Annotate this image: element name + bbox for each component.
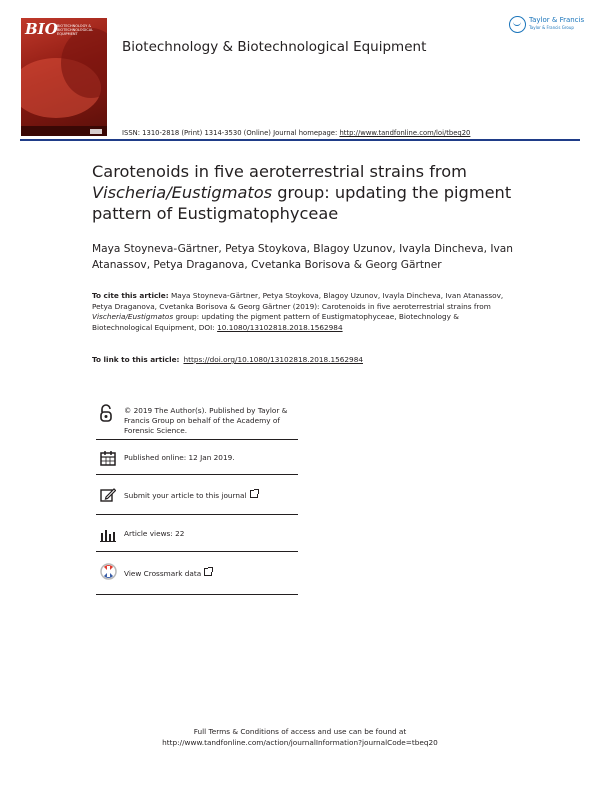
- citation-label: To cite this article:: [92, 291, 169, 300]
- edit-pencil-icon: [100, 487, 116, 507]
- published-row: [96, 440, 298, 475]
- submit-article-label: Submit your article to this journal: [124, 491, 247, 500]
- terms-footer: [0, 726, 600, 748]
- crossmark-icon: [100, 563, 117, 584]
- external-link-icon: [250, 490, 258, 498]
- terms-text: Full Terms & Conditions of access and use can be found at: [193, 727, 407, 736]
- header-divider: [20, 139, 580, 141]
- external-link-icon: [204, 568, 212, 576]
- article-title: [92, 161, 562, 224]
- journal-homepage-link[interactable]: http://www.tandfonline.com/loi/tbeq20: [339, 129, 471, 137]
- title-italic-text: Vischeria/Eustigmatos: [92, 183, 273, 202]
- article-link-line: [92, 355, 363, 364]
- publisher-logo-icon: [509, 16, 526, 33]
- cover-publisher-mark: [90, 129, 102, 134]
- terms-link[interactable]: http://www.tandfonline.com/action/journalInformation?journalCode=tbeq20: [162, 738, 438, 747]
- article-views-count: Article views: 22: [124, 529, 185, 538]
- copyright-text: © 2019 The Author(s). Published by Taylor & Francis Group on behalf of the Academy of Forensic Science.: [124, 406, 288, 435]
- citation-text: Maya Stoyneva-Gärtner, Petya Stoykova, Blagoy Uzunov, Ivayla Dincheva, Ivan Atanassov, Petya Draganova, Cvetanka Borisova & Georg Gärtner (2019): Carotenoids in five aeroterrestrial strains from: [92, 291, 504, 311]
- citation-doi-link[interactable]: 10.1080/13102818.2018.1562984: [217, 322, 343, 332]
- publisher-logo: [509, 15, 583, 37]
- article-doi-link[interactable]: https://doi.org/10.1080/13102818.2018.1562984: [183, 355, 363, 364]
- link-label: To link to this article:: [92, 355, 180, 364]
- published-date: Published online: 12 Jan 2019.: [124, 453, 235, 462]
- article-authors: Maya Stoyneva-Gärtner, Petya Stoykova, Blagoy Uzunov, Ivayla Dincheva, Ivan Atanassov, Petya Draganova, Cvetanka Borisova & Georg Gärtner: [92, 243, 513, 271]
- citation-italic-text: Vischeria/Eustigmatos: [92, 312, 174, 321]
- citation-block: [92, 291, 512, 333]
- title-text-end: group: updating the pigment pattern of Eustigmatophyceae: [92, 183, 512, 223]
- journal-title: Biotechnology & Biotechnological Equipment: [122, 39, 427, 55]
- submit-article-link[interactable]: [124, 490, 299, 501]
- crossmark-label: View Crossmark data: [124, 569, 202, 578]
- issn-text: ISSN: 1310-2818 (Print) 1314-3530 (Online) Journal homepage:: [122, 129, 340, 137]
- title-text: Carotenoids in five aeroterrestrial strains from: [92, 162, 467, 181]
- open-access-row: [96, 392, 298, 440]
- journal-cover-image: [21, 18, 107, 136]
- crossmark-link[interactable]: [124, 568, 299, 579]
- article-info-panel: [96, 392, 298, 595]
- open-access-lock-icon: [100, 404, 112, 426]
- cover-subtitle: BIOTECHNOLOGY & BIOTECHNOLOGICAL EQUIPMENT: [57, 24, 94, 36]
- calendar-icon: [100, 450, 116, 470]
- citation-text-end: group: updating the pigment pattern of Eustigmatophyceae, Biotechnology & Biotechnological Equipment, DOI:: [92, 312, 459, 332]
- crossmark-row[interactable]: [96, 552, 298, 595]
- publisher-tagline: Taylor & Francis Group: [529, 25, 574, 30]
- submit-article-row[interactable]: [96, 475, 298, 515]
- article-views-row: [96, 515, 298, 552]
- bar-chart-icon: [100, 527, 116, 546]
- cover-logo-text: BIO: [25, 20, 58, 38]
- publisher-name: Taylor & Francis: [529, 16, 585, 24]
- issn-line: [122, 129, 470, 137]
